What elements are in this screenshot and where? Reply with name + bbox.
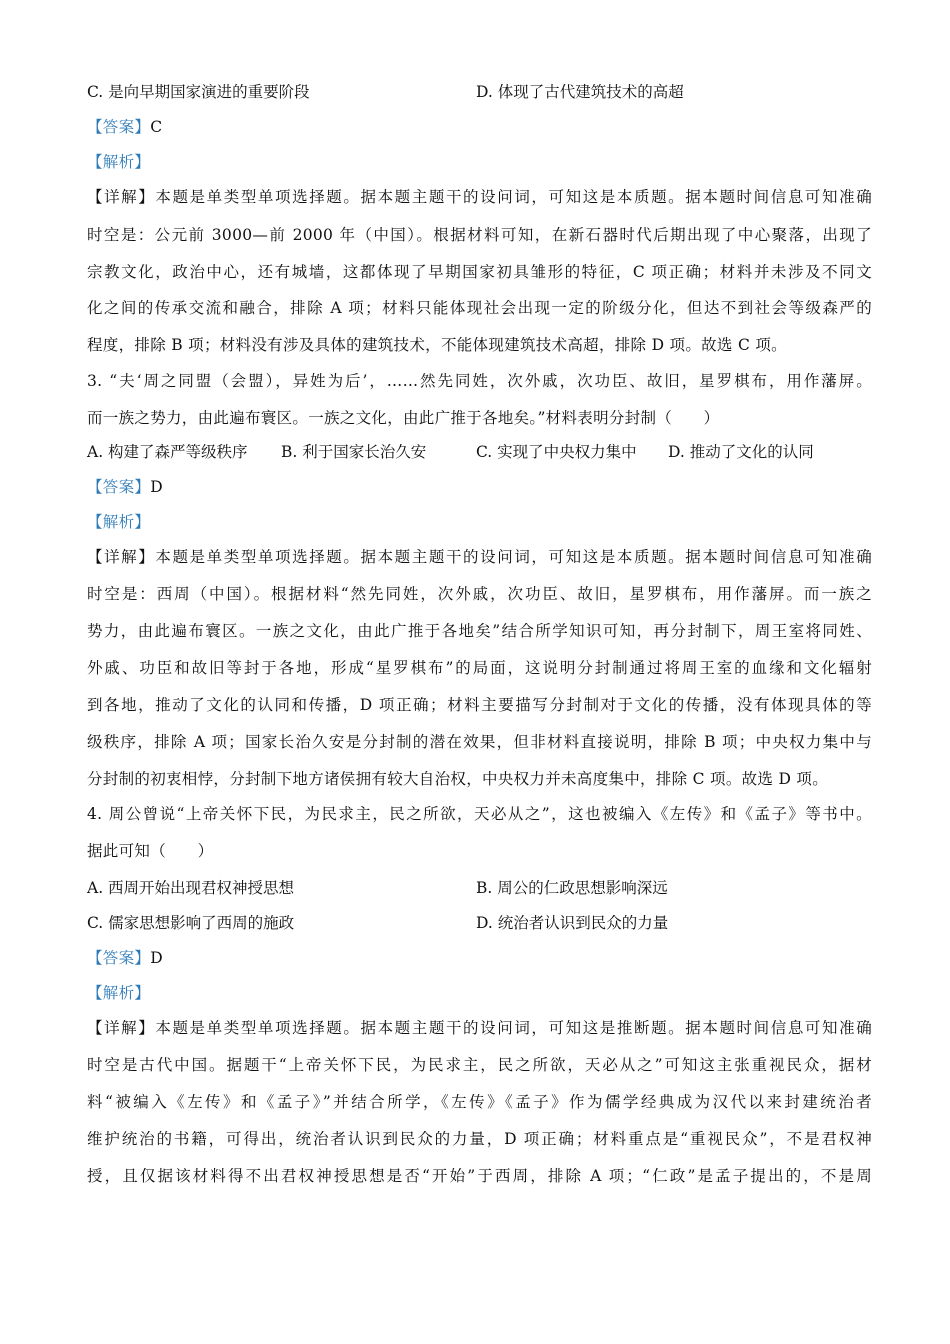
detail-tag: 【详解】 — [87, 548, 156, 566]
q3-option-c: C. 实现了中央权力集中 — [476, 443, 637, 461]
answer-tag: 【答案】 — [87, 478, 151, 496]
q3-detail-line: 分封制的初衷相悖，分封制下地方诸侯拥有较大自治权，中央权力并未高度集中，排除 C 项。故选 D 项。 — [87, 770, 828, 788]
analysis-tag: 【解析】 — [87, 984, 151, 1002]
q4-stem-line: 据此可知（ ） — [87, 842, 214, 860]
analysis-tag: 【解析】 — [87, 153, 151, 171]
q4-analysis-heading — [87, 983, 872, 1003]
q3-option-b: B. 利于国家长治久安 — [281, 443, 427, 461]
q4-answer — [87, 948, 872, 968]
q2-answer — [87, 117, 872, 137]
q4-stem-line: 4. 周公曾说“上帝关怀下民，为民求主，民之所欲，天必从之”，这也被编入《左传》和《孟子》等书中。 — [87, 805, 872, 823]
answer-tag: 【答案】 — [87, 949, 151, 967]
answer-value: C — [150, 118, 163, 136]
q4-detail-line: 时空是古代中国。据题干“上帝关怀下民，为民求主，民之所欲，天必从之”可知这主张重视民众，据材 — [87, 1056, 872, 1074]
q4-option-c: C. 儒家思想影响了西周的施政 — [87, 914, 295, 932]
q3-answer — [87, 477, 872, 497]
q3-detail-line: 到各地，推动了文化的认同和传播，D 项正确；材料主要描写分封制对于文化的传播，没有体现具体的等 — [87, 696, 872, 714]
q4-detail-line: 料“被编入《左传》和《孟子》”并结合所学，《左传》《孟子》作为儒学经典成为汉代以来封建统治者 — [87, 1093, 872, 1111]
q2-detail-line: 化之间的传承交流和融合，排除 A 项；材料只能体现社会出现一定的阶级分化，但达不到社会等级森严的 — [87, 299, 872, 317]
analysis-tag: 【解析】 — [87, 513, 151, 531]
q4-detail-line: 授，且仅据该材料得不出君权神授思想是否“开始”于西周，排除 A 项；“仁政”是孟子提出的，不是周 — [87, 1167, 872, 1185]
q2-detail-line: 宗教文化，政治中心，还有城墙，这都体现了早期国家初具雏形的特征，C 项正确；材料并未涉及不同文 — [87, 263, 872, 281]
q3-detail-line: 外戚、功臣和故旧等封于各地，形成“星罗棋布”的局面，这说明分封制通过将周王室的血缘和文化辐射 — [87, 659, 872, 677]
q4-option-a: A. 西周开始出现君权神授思想 — [87, 879, 295, 897]
q2-detail-line: 时空是：公元前 3000—前 2000 年（中国）。根据材料可知，在新石器时代后期出现了中心聚落，出现了 — [87, 226, 872, 244]
answer-value: D — [150, 478, 163, 496]
q3-detail-line: 级秩序，排除 A 项；国家长治久安是分封制的潜在效果，但非材料直接说明，排除 B 项；中央权力集中与 — [87, 733, 872, 751]
q4-detail-line — [87, 1018, 872, 1038]
q3-stem-line: 而一族之势力，由此遍布寰区。一族之文化，由此广推于各地矣。”材料表明分封制（ ） — [87, 409, 720, 427]
q3-stem-line: 3. “夫‘周之同盟（会盟），异姓为后’，……然先同姓，次外戚，次功臣、故旧，星罗棋布，用作藩屏。 — [87, 372, 872, 390]
q2-option-c: C. 是向早期国家演进的重要阶段 — [87, 83, 310, 101]
q2-detail-line: 程度，排除 B 项；材料没有涉及具体的建筑技术，不能体现建筑技术高超，排除 D 项。故选 C 项。 — [87, 336, 787, 354]
q2-detail-line — [87, 187, 872, 207]
detail-tag: 【详解】 — [87, 188, 156, 206]
detail-text: 本题是单类型单项选择题。据本题主题干的设问词，可知这是本质题。据本题时间信息可知准确 — [155, 548, 872, 566]
q3-analysis-heading — [87, 512, 872, 532]
q3-detail-line: 势力，由此遍布寰区。一族之文化，由此广推于各地矣”结合所学知识可知，再分封制下，周王室将同姓、 — [87, 622, 872, 640]
detail-tag: 【详解】 — [87, 1019, 156, 1037]
q3-option-d: D. 推动了文化的认同 — [668, 443, 814, 461]
detail-text: 本题是单类型单项选择题。据本题主题干的设问词，可知这是本质题。据本题时间信息可知准确 — [155, 188, 872, 206]
q3-option-a: A. 构建了森严等级秩序 — [87, 443, 248, 461]
q4-detail-line: 维护统治的书籍，可得出，统治者认识到民众的力量，D 项正确；材料重点是“重视民众”，不是君权神 — [87, 1130, 872, 1148]
q4-option-b: B. 周公的仁政思想影响深远 — [476, 879, 668, 897]
q3-detail-line: 时空是：西周（中国）。根据材料“然先同姓，次外戚，次功臣、故旧，星罗棋布，用作藩屏。而一族之 — [87, 585, 872, 603]
answer-value: D — [150, 949, 163, 967]
q2-analysis-heading — [87, 152, 872, 172]
q2-option-d: D. 体现了古代建筑技术的高超 — [476, 83, 684, 101]
q3-detail-line — [87, 547, 872, 567]
detail-text: 本题是单类型单项选择题。据本题主题干的设问词，可知这是推断题。据本题时间信息可知准确 — [155, 1019, 872, 1037]
q4-option-d: D. 统治者认识到民众的力量 — [476, 914, 669, 932]
answer-tag: 【答案】 — [87, 118, 151, 136]
